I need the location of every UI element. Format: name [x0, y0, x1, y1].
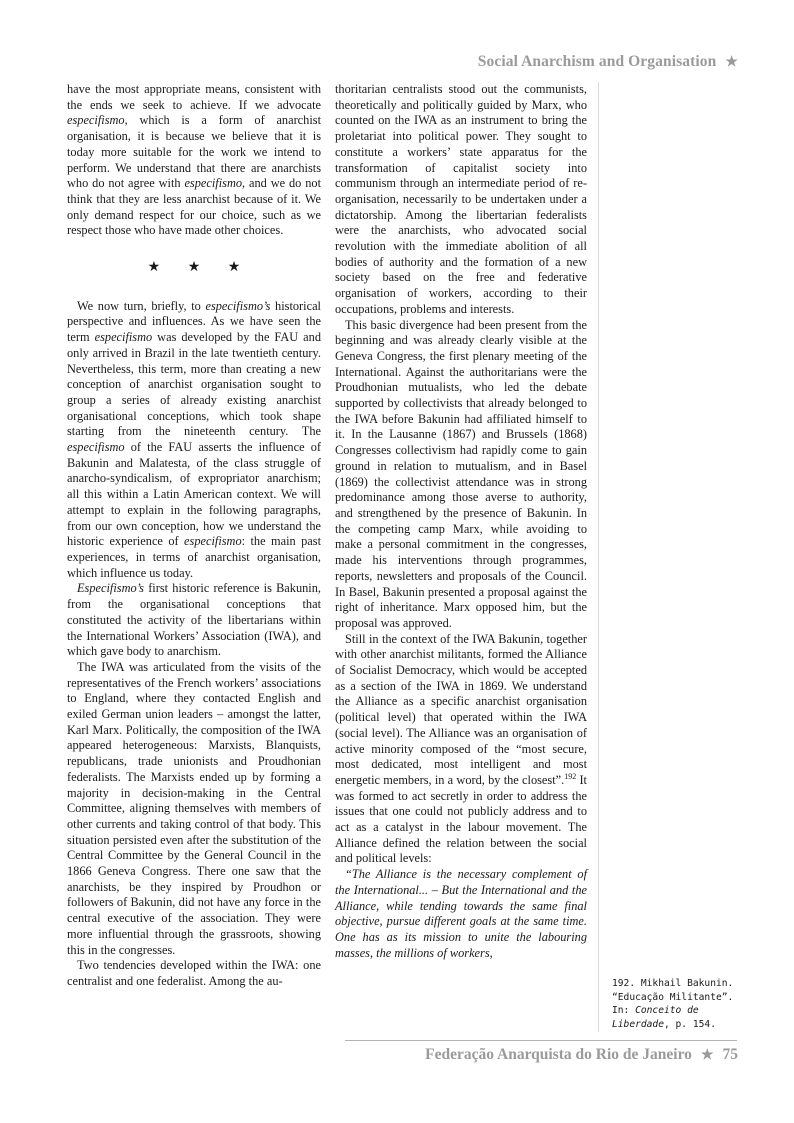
- text-run: We now turn, briefly, to: [77, 298, 206, 313]
- star-icon: ★: [725, 55, 738, 70]
- text-run: , which is a form of anarchist organisation, it is because we believe that it is today more suitable for the work we intend to perform. We understand that there are anarchists who do not agree with: [67, 113, 321, 191]
- section-separator-stars: ★ ★ ★: [147, 260, 253, 276]
- footer-rule: [345, 1040, 737, 1041]
- running-foot: [425, 1046, 738, 1064]
- paragraph: The IWA was articulated from the visits of the representatives of the French workers’ associations to England, where they contacted English and exiled German union leaders – amongst the latter, Karl Marx. Politically, the composition of the IWA appeared heterogeneous: Marxists, Blanquists, republicans, trade unionists and Proudhonian federalists. The Marxists ended up by forming a majority in decision-making in the Central Committee, aligning themselves with members of other currents and taking control of that body. This situation persisted even after the substitution of the Central Committee by the General Council in the 1866 Geneva Congress. There one saw that the anarchists, be they inspired by Proudhon or followers of Bakunin, did not have any force in the central executive of the association. They were more influential through the grassroots, showing this in the congresses.: [67, 659, 321, 957]
- footnote-text: , p. 154.: [663, 1018, 716, 1030]
- footnote-text: 192. Mikhail Bakunin. “Educação Militante”. In:: [612, 978, 734, 1016]
- paragraph: Two tendencies developed within the IWA: one centralist and one federalist. Among the au-: [67, 958, 321, 988]
- paragraph: [335, 632, 587, 868]
- star-icon: ★: [700, 1048, 714, 1063]
- text-run: historical perspective and influences. As we have seen the term: [67, 298, 321, 345]
- middle-column: [335, 82, 587, 961]
- text-run: of the FAU asserts the influence of Bakunin and Malatesta, of the class struggle of anarcho-syndicalism, of expropriator anarchism; all this within a Latin American context. We will attempt to explain in the following paragraphs, from our own conception, how we understand the historic experience of: [67, 440, 321, 549]
- paragraph: thoritarian centralists stood out the communists, theoretically and politically guided by Marx, who counted on the IWA as an instrument to bring the proletariat into political power. They sought to constitute a workers’ state apparatus for the transformation of capitalist society into communism through an intermediate period of re-organisation, necessarily to be undertaken under a dictatorship. Among the libertarian federalists were the anarchists, who advocated social revolution with the immediate abolition of all bodies of authority and the formation of a new society based on the free and federative organisation of workers, according to their occupations, problems and interests.: [335, 82, 587, 316]
- footnote-title: Conceito de Liberdade: [612, 1005, 699, 1030]
- left-column: [67, 82, 321, 990]
- emphasis-term: especifismo: [67, 113, 125, 128]
- text-run: was developed by the FAU and only arrived in Brazil in the late twentieth century. Nevertheless, this term, more than creating a new conception of anarchist organisation sought to group a series of already existing anarchist organisational conceptions, which took shape starting from the nineteenth century. The: [67, 330, 321, 439]
- text-run: first historic reference is Bakunin, from the organisational conceptions that constituted the activity of the libertarians within the International Workers’ Association (IWA), and which gave body to anarchism.: [67, 581, 321, 659]
- emphasis-term: especifismo: [94, 330, 153, 345]
- page-number: 75: [722, 1046, 738, 1063]
- running-head: [478, 53, 738, 71]
- emphasis-term: especifismo: [184, 176, 243, 191]
- running-head-title: Social Anarchism and Organisation: [477, 53, 717, 70]
- footnote: [612, 977, 747, 1031]
- footnote-reference[interactable]: 192: [564, 771, 577, 781]
- emphasis-term: especifismo’s: [205, 298, 271, 313]
- text-run: , and we do not think that they are less anarchist because of it. We only demand respect for our choice, such as we respect those who have made other choices.: [67, 176, 321, 238]
- paragraph: [67, 299, 321, 582]
- emphasis-term: Especifismo’s: [77, 581, 144, 596]
- block-quote: “The Alliance is the necessary complement of the International... – But the International and the Alliance, while tending towards the same final objective, pursue different goals at the same time. One has as its mission to unite the labouring masses, the millions of workers,: [335, 867, 587, 960]
- running-foot-title: Federação Anarquista do Rio de Janeiro: [425, 1046, 692, 1063]
- paragraph: [67, 82, 321, 239]
- emphasis-term: especifismo: [67, 440, 125, 455]
- column-divider: [598, 82, 599, 1032]
- emphasis-term: especifismo: [184, 534, 242, 549]
- text-run: : the main past experiences, in terms of anarchist organisation, which influence us today.: [67, 534, 321, 580]
- paragraph: This basic divergence had been present from the beginning and was already clearly visible at the Geneva Congress, the first plenary meeting of the International. Against the authoritarians were the Proudhonian mutualists, who led the debate supported by collectivists that already belonged to the IWA before Bakunin had affiliated himself to it. In the Lausanne (1867) and Brussels (1868) Congresses collectivism had rapidly come to gain ground in relation to mutualism, and in Basel (1869) the collectivist attendance was in strong predominance among those averse to authority, and strengthened by the presence of Bakunin. In the competing camp Marx, while avoiding to make a personal commitment in the congresses, made his interventions through programmes, reports, newsletters and proposals of the Council. In Basel, Bakunin presented a proposal against the right of inheritance. Marx opposed him, but the proposal was approved.: [335, 317, 587, 630]
- text-run: It was formed to act secretly in order to address the issues that one could not publicly address and to act as a catalyst in the labour movement. The Alliance defined the relation between the social and political levels:: [335, 772, 587, 866]
- paragraph: [67, 581, 321, 660]
- text-run: have the most appropriate means, consistent with the ends we seek to achieve. If we advocate: [67, 82, 321, 112]
- text-run: Still in the context of the IWA Bakunin, together with other anarchist militants, formed the Alliance of Socialist Democracy, which would be accepted as a section of the IWA in 1869. We understand the Alliance as a specific anarchist organisation (political level) that operated within the IWA (social level). The Alliance was an organisation of active minority composed of the “most secure, most dedicated, most intelligent and most energetic members, in a word, by the closest”.: [335, 631, 587, 787]
